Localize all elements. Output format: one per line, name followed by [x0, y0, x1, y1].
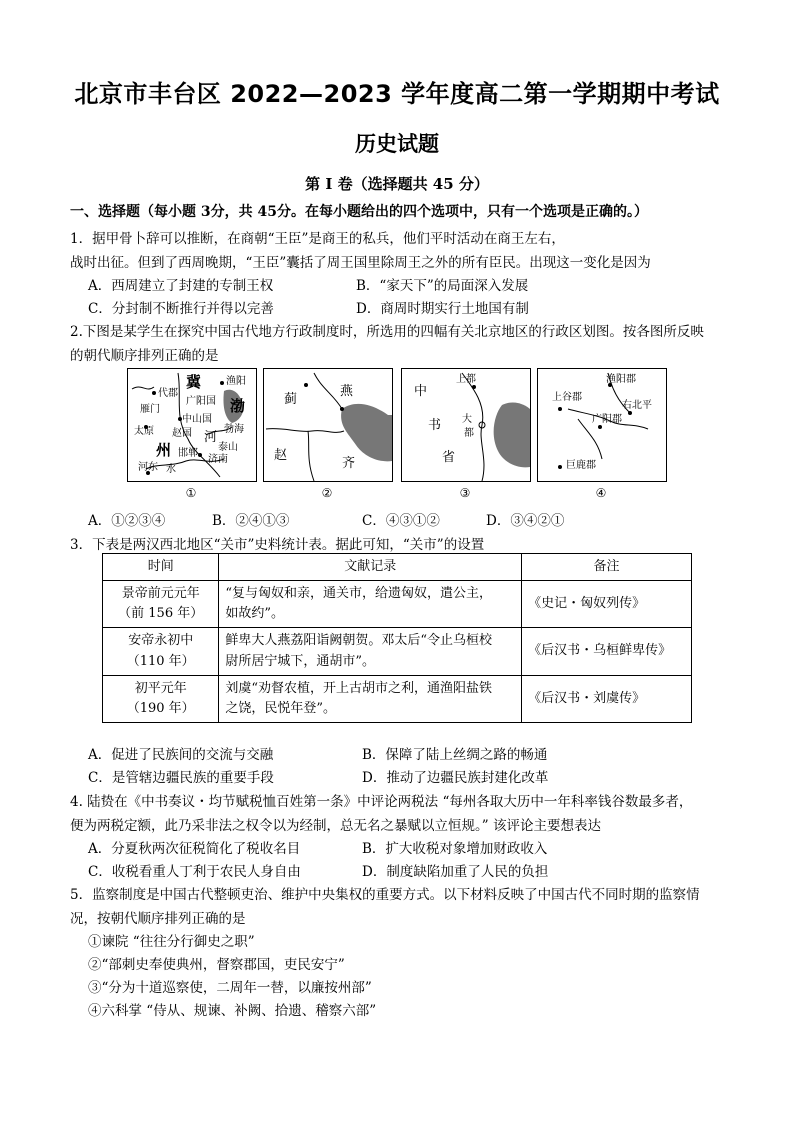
q4-stem-line2: 便为两税定额，此乃采非法之权令以为经制，总无名之暴赋以立恒规。” 该评论主要想表达: [70, 818, 601, 834]
q2-stem-line2: 的朝代顺序排列正确的是: [70, 348, 219, 364]
map-4-drawing: [538, 369, 666, 481]
q3-stem-line1: 3．下表是两汉西北地区“关市”史料统计表。据此可知，“关市”的设置: [70, 537, 485, 553]
table-cell-time: [103, 628, 219, 675]
table-cell-time: [103, 675, 219, 722]
q5-stem-line1: 5．监察制度是中国古代整顿吏治、维护中央集权的重要方式。以下材料反映了中国古代不同时期的监察情: [70, 887, 700, 903]
map-3-number: ③: [459, 486, 471, 500]
record-line2: 如故约”。: [225, 606, 285, 622]
record-line1: 鲜卑大人燕荔阳诣阙朝贺。邓太后“令止乌桓校: [225, 633, 493, 649]
q2-option-a: A．①②③④: [88, 513, 166, 529]
table-cell-record: [219, 675, 522, 722]
record-line2: 尉所居宁城下，通胡市”。: [225, 653, 376, 669]
map-2-label-qi: 齐: [342, 456, 356, 471]
q4-option-d: D．制度缺陷加重了人民的负担: [362, 864, 549, 880]
q3-option-c: C．是管辖边疆民族的重要手段: [88, 770, 274, 786]
map-3-label-zhong: 中: [414, 384, 428, 399]
table-header-note: 备注: [522, 554, 692, 581]
q1-stem-line2: 战时出征。但到了西周晚期，“王臣”囊括了周王国里除周王之外的所有臣民。出现这一变化是因为: [70, 255, 651, 271]
q2-option-d: D．③④②①: [486, 513, 565, 529]
q1-option-c: C．分封制不断推行并得以完善: [88, 301, 274, 317]
map-1-label-daijun: 代郡: [158, 388, 178, 399]
table-header-time: 时间: [103, 554, 219, 581]
q3-option-d: D．推动了边疆民族封建化改革: [362, 770, 549, 786]
map-2-number: ②: [321, 486, 333, 500]
q4-option-c: C．收税看重人丁利于农民人身自由: [88, 864, 301, 880]
time-line1: 安帝永初中: [128, 633, 194, 649]
map-1-label-zhongshanguo: 中山国: [182, 414, 212, 425]
q4-stem-line1: 4. 陆贽在《中书奏议・均节赋税恤百姓第一条》中评论两税法 “每州各取大历中一年科率钱谷数最多者，: [70, 794, 693, 810]
volume-heading: 第 I 卷（选择题共 45 分）: [305, 175, 489, 193]
map-3-label-shu: 书: [428, 418, 442, 433]
q5-item-2: ②“部刺史奉使典州，督察郡国，吏民安宁”: [88, 957, 345, 973]
table-cell-note: 《史记・匈奴列传》: [522, 581, 692, 628]
record-line1: “复与匈奴和亲，通关市，给遗匈奴，遣公主，: [225, 586, 493, 602]
map-1-label-jinan: 济南: [208, 454, 228, 465]
map-1-label-bo: 渤: [230, 397, 246, 415]
map-1-label-he: 河: [204, 430, 218, 445]
map-1-label-ji: 冀: [186, 373, 202, 391]
table-header-record: 文献记录: [219, 554, 522, 581]
map-2-label-ji: 蓟: [284, 392, 298, 407]
q5-item-4: ④六科掌 “侍从、规谏、补阙、拾遗、稽察六部”: [88, 1003, 377, 1019]
record-line2: 之饶，民悦年登”。: [225, 700, 337, 716]
map-1: [127, 368, 257, 482]
exam-title: 北京市丰台区 2022—2023 学年度高二第一学期期中考试: [74, 80, 720, 108]
time-line1: 景帝前元元年: [121, 586, 200, 602]
map-3-label-da: 大: [462, 414, 472, 425]
map-group: [127, 368, 667, 502]
table-cell-note: 《后汉书・刘虞传》: [522, 675, 692, 722]
map-1-number: ①: [185, 486, 197, 500]
map-1-label-hedong: 河东: [138, 462, 158, 473]
table-cell-note: 《后汉书・乌桓鲜卑传》: [522, 628, 692, 675]
map-1-label-zhaoguo: 赵国: [172, 428, 192, 439]
map-2-drawing: [264, 369, 392, 481]
table-cell-time: [103, 581, 219, 628]
map-1-label-zhou: 州: [156, 441, 172, 459]
table-header-row: [103, 554, 692, 581]
map-3-label-du: 都: [464, 428, 474, 439]
table-cell-record: [219, 628, 522, 675]
map-4-label-julujun: 巨鹿郡: [566, 460, 596, 471]
table-cell-record: [219, 581, 522, 628]
record-line1: 刘虞“劝督农植，开上古胡市之利，通渔阳盐铁: [225, 680, 493, 696]
table-row: [103, 628, 692, 675]
map-4-number: ④: [595, 486, 607, 500]
q2-stem-line1: 2.下图是某学生在探究中国古代地方行政制度时，所选用的四幅有关北京地区的行政区划图。按各图所反映: [70, 324, 704, 340]
table-row: [103, 675, 692, 722]
q3-option-a: A．促进了民族间的交流与交融: [88, 747, 274, 763]
q5-item-1: ①谏院 “往往分行御史之职”: [88, 934, 255, 950]
time-line2: （190 年）: [126, 700, 195, 716]
q5-stem-line2: 况，按朝代顺序排列正确的是: [70, 911, 246, 927]
map-4-label-guangyangjun: 广阳郡: [592, 414, 622, 425]
map-2: [263, 368, 393, 482]
map-1-label-bohai: 勃海: [224, 424, 244, 435]
map-1-label-shui: 水: [166, 464, 176, 475]
q1-option-b: B．“家天下”的局面深入发展: [356, 278, 529, 294]
time-line2: （前 156 年）: [118, 606, 204, 622]
map-3: [401, 368, 531, 482]
exam-subtitle: 历史试题: [355, 132, 439, 156]
map-4-label-yuyangjun: 渔阳郡: [606, 374, 636, 385]
map-1-label-guangyangguo: 广阳国: [186, 396, 216, 407]
map-1-label-taishan: 泰山: [218, 442, 238, 453]
table-row: [103, 581, 692, 628]
q2-option-c: C．④③①②: [362, 513, 440, 529]
map-1-label-yanmen: 雁门: [140, 404, 160, 415]
map-4-label-youbeiping: 右北平: [622, 400, 652, 411]
map-4-label-shanggujun: 上谷郡: [552, 392, 582, 403]
guanshi-table: [102, 553, 692, 723]
q3-option-b: B．保障了陆上丝绸之路的畅通: [362, 747, 548, 763]
map-3-label-shangdu: 上都: [456, 374, 476, 385]
q1-stem-line1: 1．据甲骨卜辞可以推断，在商朝“王臣”是商王的私兵，他们平时活动在商王左右，: [70, 231, 565, 247]
q2-option-b: B．②④①③: [212, 513, 290, 529]
map-2-label-yan: 燕: [340, 384, 354, 399]
time-line1: 初平元年: [134, 680, 187, 696]
q4-option-b: B．扩大收税对象增加财政收入: [362, 841, 548, 857]
map-1-label-handan: 邯郸: [178, 448, 198, 459]
q1-option-a: A．西周建立了封建的专制王权: [88, 278, 274, 294]
map-1-label-yuyang: 渔阳: [226, 376, 246, 387]
map-4: [537, 368, 667, 482]
section-heading: 一、选择题（每小题 3分，共 45分。在每小题给出的四个选项中，只有一个选项是正确的。）: [70, 204, 648, 220]
time-line2: （110 年）: [126, 653, 195, 669]
q4-option-a: A．分夏秋两次征税简化了税收名目: [88, 841, 301, 857]
map-3-label-sheng: 省: [442, 450, 456, 465]
q1-option-d: D．商周时期实行土地国有制: [356, 301, 529, 317]
map-2-label-zhao: 赵: [274, 448, 288, 463]
q5-item-3: ③“分为十道巡察使，二周年一替，以廉按州部”: [88, 980, 372, 996]
map-1-label-taiyuan: 太原: [134, 426, 154, 437]
